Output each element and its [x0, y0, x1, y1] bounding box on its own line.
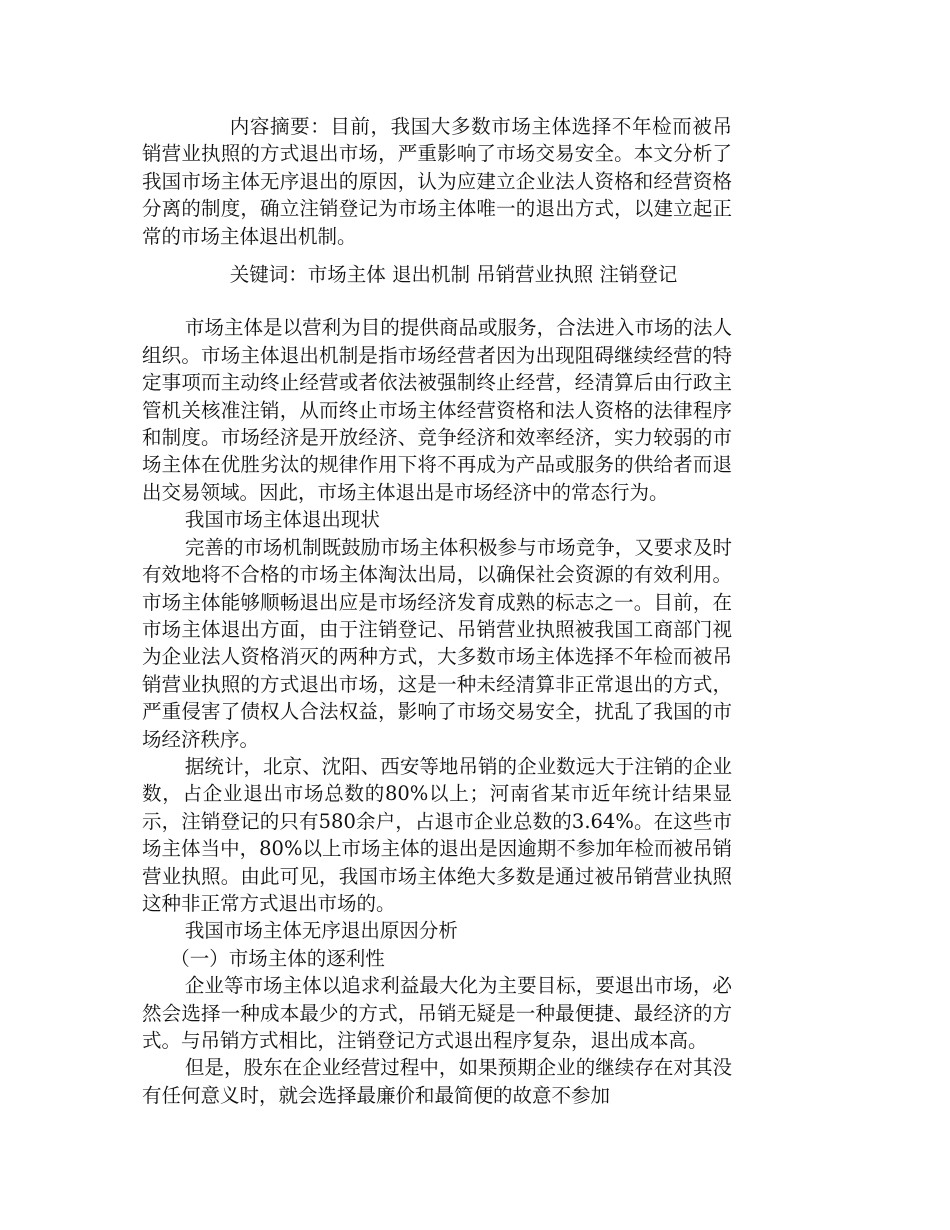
abstract-paragraph: 内容摘要：目前，我国大多数市场主体选择不年检而被吊销营业执照的方式退出市场，严重影响了市场交易安全。本文分析了我国市场主体无序退出的原因，认为应建立企业法人资格和经营资格分离的制度，确立注销登记为市场主体唯一的退出方式，以建立起正常的市场主体退出机制。 [142, 115, 732, 248]
body-paragraph-shareholders: 但是，股东在企业经营过程中，如果预期企业的继续存在对其没有任何意义时，就会选择最廉价和最简便的故意不参加 [142, 1056, 732, 1107]
body-paragraph-mechanism: 完善的市场机制既鼓励市场主体积极参与市场竞争，又要求及时有效地将不合格的市场主体淘汰出局，以确保社会资源的有效利用。市场主体能够顺畅退出应是市场经济发育成熟的标志之一。目前，在市场主体退出方面，由于注销登记、吊销营业执照被我国工商部门视为企业法人资格消灭的两种方式，大多数市场主体选择不年检而被吊销营业执照的方式退出市场，这是一种未经清算非正常退出的方式，严重侵害了债权人合法权益，影响了市场交易安全，扰乱了我国的市场经济秩序。 [142, 535, 732, 751]
section-heading-causes: 我国市场主体无序退出原因分析 [184, 919, 458, 943]
document-page [142, 113, 732, 1109]
body-paragraph-intro: 市场主体是以营利为目的提供商品或服务，合法进入市场的法人组织。市场主体退出机制是指市场经营者因为出现阻碍继续经营的特定事项而主动终止经营或者依法被强制终止经营，经清算后由行政主管机关核准注销，从而终止市场主体经营资格和法人资格的法律程序和制度。市场经济是开放经济、竞争经济和效率经济，实力较弱的市场主体在优胜劣汰的规律作用下将不再成为产品或服务的供给者而退出交易领域。因此，市场主体退出是市场经济中的常态行为。 [142, 316, 732, 504]
subsection-heading-profit: （一）市场主体的逐利性 [170, 946, 385, 970]
keywords-line: 关键词：市场主体 退出机制 吊销营业执照 注销登记 [229, 263, 678, 287]
body-paragraph-profit: 企业等市场主体以追求利益最大化为主要目标，要退出市场，必然会选择一种成本最少的方式，吊销无疑是一种最便捷、最经济的方式。与吊销方式相比，注销登记方式退出程序复杂，退出成本高。 [142, 974, 732, 1052]
body-paragraph-statistics: 据统计，北京、沈阳、西安等地吊销的企业数远大于注销的企业数，占企业退出市场总数的80%以上；河南省某市近年统计结果显示，注销登记的只有580余户，占退市企业总数的3.64%。在这些市场主体当中，80%以上市场主体的退出是因逾期不参加年检而被吊销营业执照。由此可见，我国市场主体绝大多数是通过被吊销营业执照这种非正常方式退出市场的。 [142, 754, 732, 915]
section-heading-status: 我国市场主体退出现状 [184, 508, 380, 532]
